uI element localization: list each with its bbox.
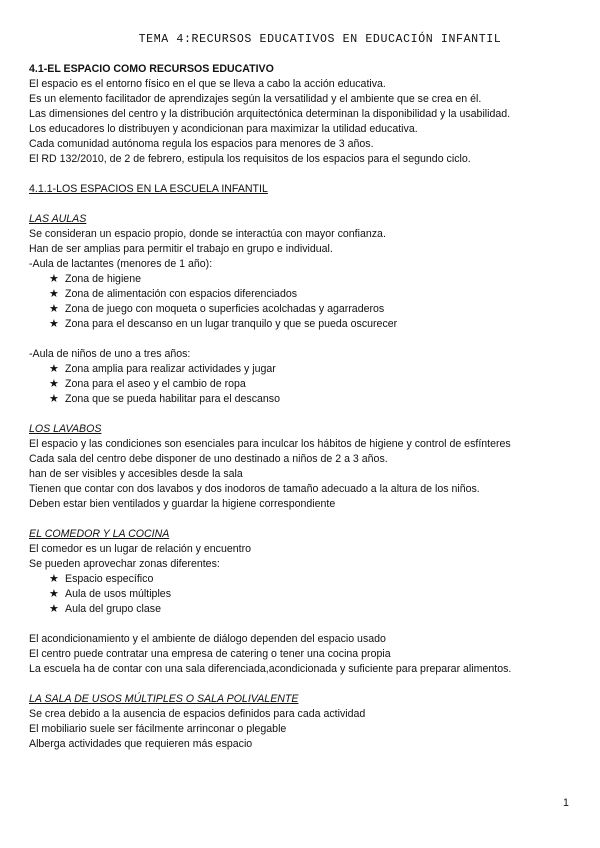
document-body: [29, 62, 574, 752]
list-item: ★ Zona para el descanso en un lugar tranquilo y que se pueda oscurecer: [49, 318, 398, 330]
paragraph-line: han de ser visibles y accesibles desde la sala: [29, 468, 243, 480]
section-heading: 4.1-EL ESPACIO COMO RECURSOS EDUCATIVO: [29, 63, 274, 75]
list-item: ★ Zona de higiene: [49, 273, 141, 285]
list-item: ★ Zona para el aseo y el cambio de ropa: [49, 378, 246, 390]
list-item: ★ Aula del grupo clase: [49, 603, 161, 615]
page-number: 1: [563, 797, 569, 809]
star-bullet-icon: ★: [49, 378, 59, 390]
star-bullet-icon: ★: [49, 363, 59, 375]
paragraph-line: Es un elemento facilitador de aprendizajes según la versatilidad y el ambiente que se crea en él.: [29, 93, 482, 105]
star-bullet-icon: ★: [49, 273, 59, 285]
star-bullet-icon: ★: [49, 288, 59, 300]
list-item: ★ Zona de alimentación con espacios diferenciados: [49, 288, 298, 300]
paragraph-line: Se consideran un espacio propio, donde se interactúa con mayor confianza.: [29, 228, 386, 240]
star-bullet-icon: ★: [49, 603, 59, 615]
star-bullet-icon: ★: [49, 318, 59, 330]
paragraph-line: La escuela ha de contar con una sala diferenciada,acondicionada y suficiente para preparar alimentos.: [29, 663, 512, 675]
list-item: ★ Zona de juego con moqueta o superficies acolchadas y agarraderos: [49, 303, 385, 315]
paragraph-line: Tienen que contar con dos lavabos y dos inodoros de tamaño adecuado a la altura de los niños.: [29, 483, 480, 495]
paragraph-line: El centro puede contratar una empresa de catering o tener una cocina propia: [29, 648, 391, 660]
paragraph-line: Se pueden aprovechar zonas diferentes:: [29, 558, 220, 570]
star-bullet-icon: ★: [49, 303, 59, 315]
star-bullet-icon: ★: [49, 588, 59, 600]
topic-heading-sala: LA SALA DE USOS MÚLTIPLES O SALA POLIVALENTE: [29, 693, 299, 705]
paragraph-line: El comedor es un lugar de relación y encuentro: [29, 543, 252, 555]
list-item: ★ Espacio específico: [49, 573, 154, 585]
paragraph-line: Cada sala del centro debe disponer de uno destinado a niños de 2 a 3 años.: [29, 453, 388, 465]
paragraph-line: El acondicionamiento y el ambiente de diálogo dependen del espacio usado: [29, 633, 386, 645]
paragraph-line: Se crea debido a la ausencia de espacios definidos para cada actividad: [29, 708, 366, 720]
star-bullet-icon: ★: [49, 393, 59, 405]
paragraph-line: Deben estar bien ventilados y guardar la higiene correspondiente: [29, 498, 336, 510]
paragraph-line: El mobiliario suele ser fácilmente arrinconar o plegable: [29, 723, 287, 735]
topic-heading-aulas: LAS AULAS: [29, 213, 87, 225]
paragraph-line: Las dimensiones del centro y la distribución arquitectónica determinan la disponibilidad y la usabilidad.: [29, 108, 511, 120]
paragraph-line: Han de ser amplias para permitir el trabajo en grupo e individual.: [29, 243, 333, 255]
paragraph-line: El RD 132/2010, de 2 de febrero, estipula los requisitos de los espacios para el segundo ciclo.: [29, 153, 471, 165]
list-item: ★ Zona que se pueda habilitar para el descanso: [49, 393, 280, 405]
list-item: ★ Aula de usos múltiples: [49, 588, 171, 600]
topic-heading-lavabos: LOS LAVABOS: [29, 423, 102, 435]
subsection-heading: 4.1.1-LOS ESPACIOS EN LA ESCUELA INFANTIL: [29, 183, 268, 195]
paragraph-line: -Aula de lactantes (menores de 1 año):: [29, 258, 213, 270]
paragraph-line: El espacio y las condiciones son esenciales para inculcar los hábitos de higiene y control de esfínteres: [29, 438, 511, 450]
paragraph-line: El espacio es el entorno físico en el que se lleva a cabo la acción educativa.: [29, 78, 386, 90]
paragraph-line: Los educadores lo distribuyen y acondicionan para maximizar la utilidad educativa.: [29, 123, 418, 135]
page-title: TEMA 4:RECURSOS EDUCATIVOS EN EDUCACIÓN INFANTIL: [138, 33, 502, 46]
topic-heading-comedor: EL COMEDOR Y LA COCINA: [29, 528, 170, 540]
star-bullet-icon: ★: [49, 573, 59, 585]
paragraph-line: -Aula de niños de uno a tres años:: [29, 348, 191, 360]
list-item: ★ Zona amplia para realizar actividades y jugar: [49, 363, 276, 375]
paragraph-line: Cada comunidad autónoma regula los espacios para menores de 3 años.: [29, 138, 374, 150]
paragraph-line: Alberga actividades que requieren más espacio: [29, 738, 253, 750]
